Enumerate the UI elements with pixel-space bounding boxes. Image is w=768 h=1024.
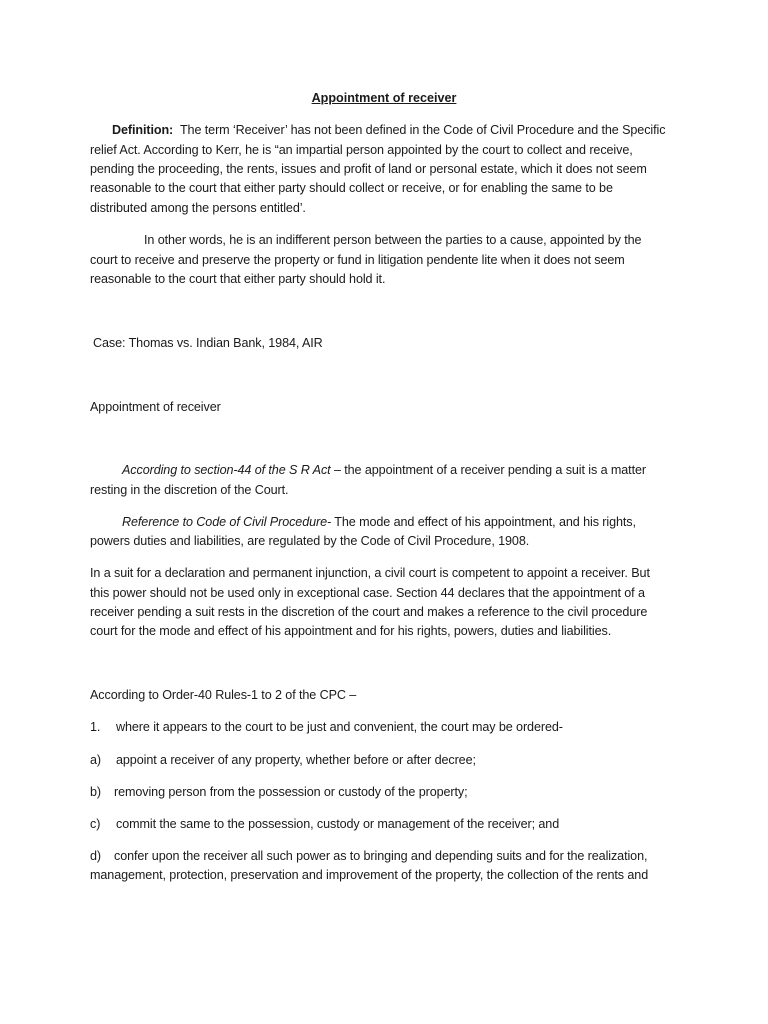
suit-line-1: In a suit for a declaration and permanent injunction, a civil court is competent to appoint a receiver. But bbox=[90, 566, 650, 580]
list-item bbox=[90, 783, 468, 803]
suit-line-2: this power should not be used only in exceptional case. Section 44 declares that the appointment of a bbox=[90, 586, 645, 600]
definition-label: Definition: bbox=[112, 123, 174, 137]
section44-italic: According to section-44 of the S R Act bbox=[122, 463, 331, 477]
page-title: Appointment of receiver bbox=[311, 91, 457, 105]
definition-line-2: relief Act. According to Kerr, he is “an impartial person appointed by the court to collect and receive, bbox=[90, 143, 633, 157]
list-marker: 1. bbox=[90, 720, 101, 734]
subheading: Appointment of receiver bbox=[90, 400, 221, 414]
case-citation: Case: Thomas vs. Indian Bank, 1984, AIR bbox=[93, 336, 323, 350]
reference-italic: Reference to Code of Civil Procedure- bbox=[122, 515, 332, 529]
definition-line-1 bbox=[112, 121, 665, 141]
list-text: confer upon the receiver all such power as to bringing and depending suits and for the realization, bbox=[114, 849, 648, 863]
list-text: removing person from the possession or custody of the property; bbox=[114, 785, 468, 799]
list-item bbox=[90, 815, 559, 835]
reference-rest: The mode and effect of his appointment, and his rights, bbox=[331, 515, 636, 529]
definition-text-1: The term ‘Receiver’ has not been defined in the Code of Civil Procedure and the Specific bbox=[179, 123, 666, 137]
definition-line-4: reasonable to the court that either party should collect or receive, or for enabling the same to be bbox=[90, 181, 613, 195]
list-item bbox=[90, 847, 647, 867]
order40-heading: According to Order-40 Rules-1 to 2 of the CPC – bbox=[90, 688, 357, 702]
list-text: commit the same to the possession, custody or management of the receiver; and bbox=[116, 817, 560, 831]
list-text: appoint a receiver of any property, whether before or after decree; bbox=[116, 753, 476, 767]
list-marker: a) bbox=[90, 753, 101, 767]
list-item bbox=[90, 751, 476, 771]
reference-line-1 bbox=[122, 513, 636, 533]
definition-line-5: distributed among the persons entitled’. bbox=[90, 201, 306, 215]
list-marker: b) bbox=[90, 785, 101, 799]
list-marker: d) bbox=[90, 849, 101, 863]
section44-line-2: resting in the discretion of the Court. bbox=[90, 483, 289, 497]
suit-line-4: court for the mode and effect of his appointment and for his rights, powers, duties and liabilities. bbox=[90, 624, 612, 638]
section44-line-1 bbox=[122, 461, 646, 481]
definition-line-3: pending the proceeding, the rents, issues and profit of land or personal estate, which it does not seem bbox=[90, 162, 647, 176]
list-text: where it appears to the court to be just and convenient, the court may be ordered- bbox=[116, 720, 563, 734]
reference-line-2: powers duties and liabilities, are regulated by the Code of Civil Procedure, 1908. bbox=[90, 534, 530, 548]
other-words-line-2: court to receive and preserve the property or fund in litigation pendente lite when it does not seem bbox=[90, 253, 625, 267]
list-item bbox=[90, 718, 563, 738]
other-words-line-3: reasonable to the court that either party should hold it. bbox=[90, 272, 386, 286]
other-words-line-1: In other words, he is an indifferent person between the parties to a cause, appointed by the bbox=[144, 233, 642, 247]
suit-line-3: receiver pending a suit rests in the discretion of the court and makes a reference to the civil procedure bbox=[90, 605, 648, 619]
list-continuation: management, protection, preservation and improvement of the property, the collection of the rents and bbox=[90, 868, 649, 882]
section44-rest: – the appointment of a receiver pending a suit is a matter bbox=[330, 463, 646, 477]
list-marker: c) bbox=[90, 817, 101, 831]
